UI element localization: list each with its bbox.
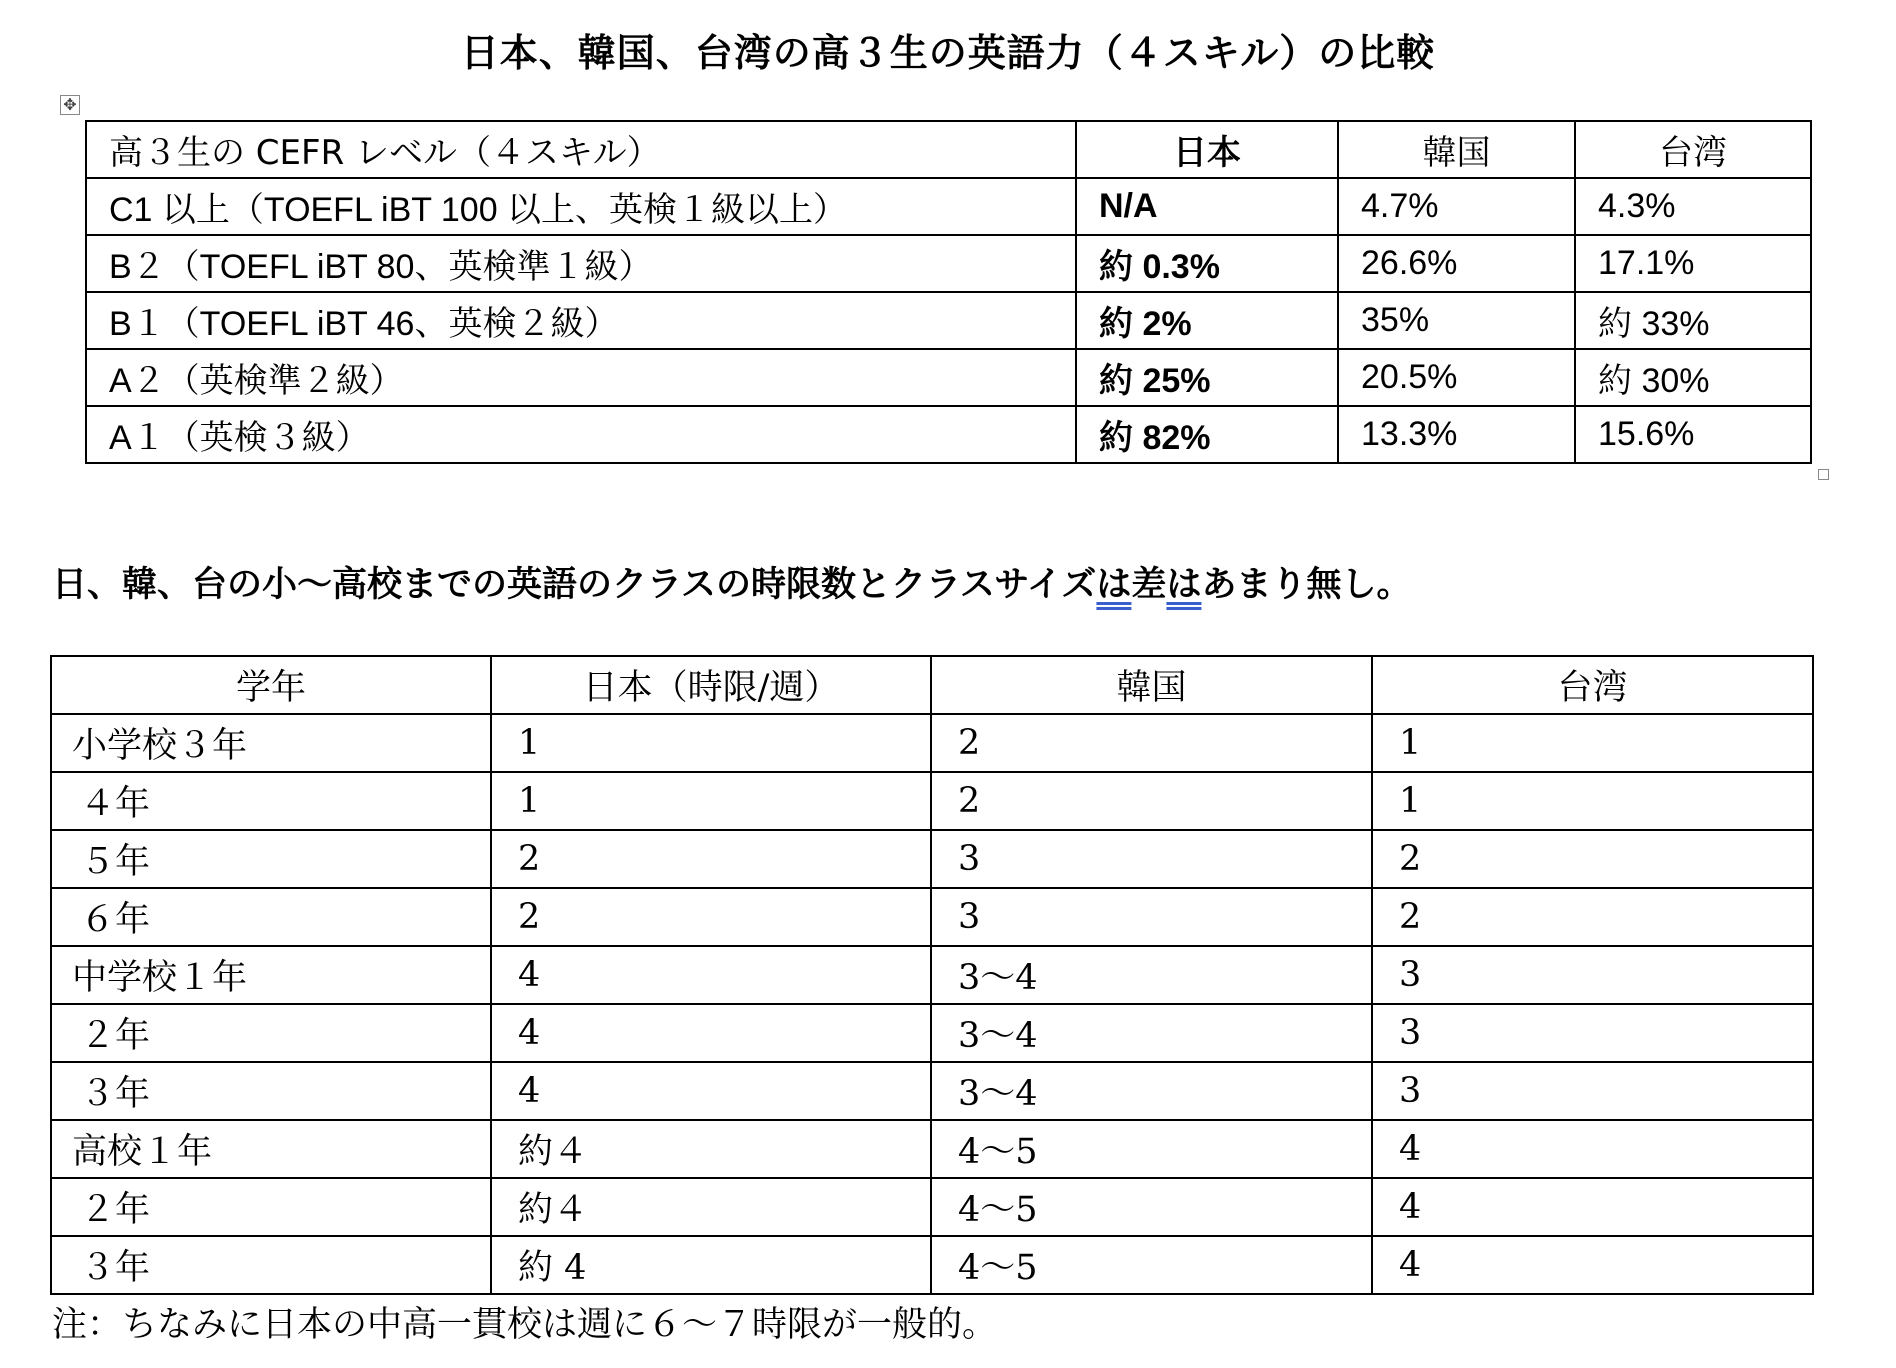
table-row: [86, 178, 1811, 235]
cell-taiwan: 17.1%: [1575, 235, 1811, 292]
table-row: [51, 1236, 1813, 1294]
cell-korea: 2: [931, 772, 1372, 830]
cell-grade: ３年: [51, 1236, 491, 1294]
table-row: [86, 349, 1811, 406]
cell-taiwan: 1: [1372, 714, 1813, 772]
cell-grade: ３年: [51, 1062, 491, 1120]
cell-korea: 3～4: [931, 1062, 1372, 1120]
cell-korea: 4～5: [931, 1120, 1372, 1178]
cell-grade: ５年: [51, 830, 491, 888]
cell-grade: ４年: [51, 772, 491, 830]
header-grade: 学年: [51, 656, 491, 714]
cell-grade: 小学校３年: [51, 714, 491, 772]
cell-level: A２（英検準２級）: [86, 349, 1076, 406]
class-hours-table: [50, 655, 1814, 1295]
header-japan: 日本（時限/週）: [491, 656, 931, 714]
footnote: 注：ちなみに日本の中高一貫校は週に６～７時限が一般的。: [52, 1305, 998, 1345]
cell-grade: 高校１年: [51, 1120, 491, 1178]
cell-grade: ２年: [51, 1004, 491, 1062]
cell-japan: 4: [491, 1004, 931, 1062]
cell-korea: 4～5: [931, 1236, 1372, 1294]
cell-taiwan: 4: [1372, 1178, 1813, 1236]
table-resize-handle[interactable]: [1818, 469, 1829, 480]
table-row: [51, 830, 1813, 888]
subtitle-part: 差: [1131, 565, 1167, 605]
header-korea: 韓国: [1338, 121, 1575, 178]
cell-japan: 約 82%: [1076, 406, 1338, 463]
table-row: [51, 888, 1813, 946]
cell-japan: 2: [491, 888, 931, 946]
table-row: [51, 1004, 1813, 1062]
header-korea: 韓国: [931, 656, 1372, 714]
cell-korea: 3: [931, 888, 1372, 946]
cell-taiwan: 約 30%: [1575, 349, 1811, 406]
cell-taiwan: 2: [1372, 830, 1813, 888]
cell-korea: 26.6%: [1338, 235, 1575, 292]
cell-japan: 約 2%: [1076, 292, 1338, 349]
cell-taiwan: 4: [1372, 1236, 1813, 1294]
cell-korea: 13.3%: [1338, 406, 1575, 463]
cefr-comparison-table: [85, 120, 1812, 464]
table-row: [86, 292, 1811, 349]
grammar-flag-word[interactable]: は: [1166, 565, 1202, 605]
table-header-row: [51, 656, 1813, 714]
cell-korea: 20.5%: [1338, 349, 1575, 406]
cell-taiwan: 3: [1372, 1062, 1813, 1120]
table-move-handle-icon[interactable]: ✥: [60, 95, 80, 115]
table-row: [51, 772, 1813, 830]
table-header-row: [86, 121, 1811, 178]
cell-korea: 3～4: [931, 1004, 1372, 1062]
section-subtitle: [52, 557, 1411, 607]
header-japan: 日本: [1076, 121, 1338, 178]
cell-korea: 4～5: [931, 1178, 1372, 1236]
cell-japan: 2: [491, 830, 931, 888]
cell-taiwan: 約 33%: [1575, 292, 1811, 349]
table-row: [51, 1062, 1813, 1120]
subtitle-part: あまり無し。: [1201, 565, 1412, 605]
cell-korea: 2: [931, 714, 1372, 772]
cell-japan: 4: [491, 1062, 931, 1120]
cell-japan: 1: [491, 772, 931, 830]
cell-level: B２（TOEFL iBT 80、英検準１級）: [86, 235, 1076, 292]
cell-korea: 3: [931, 830, 1372, 888]
cell-korea: 4.7%: [1338, 178, 1575, 235]
cell-japan: N/A: [1076, 178, 1338, 235]
cell-level: C1 以上（TOEFL iBT 100 以上、英検１級以上）: [86, 178, 1076, 235]
cell-taiwan: 3: [1372, 946, 1813, 1004]
cell-japan: 約 25%: [1076, 349, 1338, 406]
cell-taiwan: 4.3%: [1575, 178, 1811, 235]
cell-taiwan: 3: [1372, 1004, 1813, 1062]
table-row: [51, 946, 1813, 1004]
cell-taiwan: 15.6%: [1575, 406, 1811, 463]
table-row: [51, 1178, 1813, 1236]
cell-grade: ６年: [51, 888, 491, 946]
cell-taiwan: 2: [1372, 888, 1813, 946]
grammar-flag-word[interactable]: は: [1096, 565, 1132, 605]
cell-japan: 1: [491, 714, 931, 772]
cell-taiwan: 4: [1372, 1120, 1813, 1178]
cell-japan: 約４: [491, 1178, 931, 1236]
table-row: [86, 235, 1811, 292]
table-row: [51, 1120, 1813, 1178]
cell-japan: 約 4: [491, 1236, 931, 1294]
cell-grade: ２年: [51, 1178, 491, 1236]
cell-korea: 3～4: [931, 946, 1372, 1004]
cell-korea: 35%: [1338, 292, 1575, 349]
subtitle-part: 日、韓、台の小～高校までの英語のクラスの時限数とクラスサイズ: [52, 565, 1097, 605]
table-row: [51, 714, 1813, 772]
header-taiwan: 台湾: [1575, 121, 1811, 178]
cell-taiwan: 1: [1372, 772, 1813, 830]
cell-japan: 約４: [491, 1120, 931, 1178]
document-title: 日本、韓国、台湾の高３生の英語力（４スキル）の比較: [460, 31, 1436, 75]
cell-level: B１（TOEFL iBT 46、英検２級）: [86, 292, 1076, 349]
header-level: 高３生の CEFR レベル（４スキル）: [86, 121, 1076, 178]
cell-japan: 約 0.3%: [1076, 235, 1338, 292]
cell-japan: 4: [491, 946, 931, 1004]
header-taiwan: 台湾: [1372, 656, 1813, 714]
cell-level: A１（英検３級）: [86, 406, 1076, 463]
table-row: [86, 406, 1811, 463]
cell-grade: 中学校１年: [51, 946, 491, 1004]
